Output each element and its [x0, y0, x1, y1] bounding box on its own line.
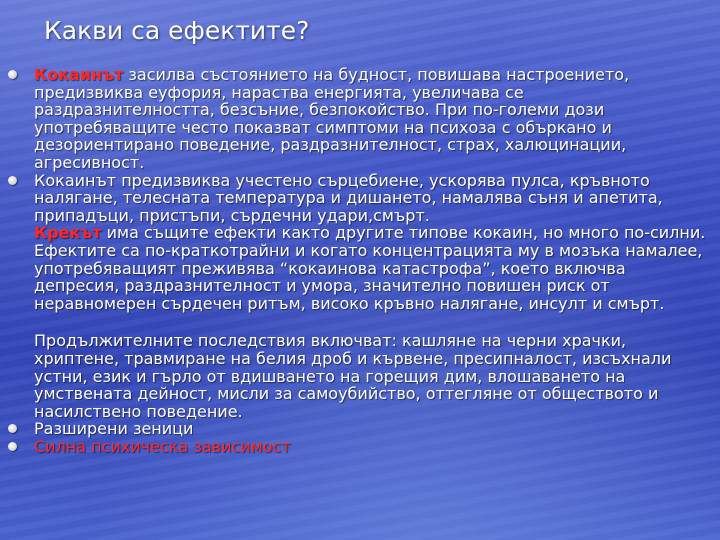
paragraph: [8, 332, 708, 420]
bullet-icon: [8, 70, 17, 79]
list-item: [8, 438, 708, 456]
highlight-term: Кокаинът: [34, 65, 124, 84]
highlight-term: Крекът: [34, 223, 102, 243]
list-item-text: Силна психическа зависимост: [34, 436, 291, 456]
list-item-text: има същите ефекти както другите типове кокаин, но много по-силни. Ефектите са по-краткотрайни и когато концентрацията му в мозъка намалее, употребяващият преживява “кокаинова катастрофа”, което включва депресия, раздразнителност и умора, значително повишен риск от неравномерен сърдечен ритъм, високо кръвно налягане, инсулт и смърт.: [34, 223, 706, 313]
bullet-icon: [8, 176, 17, 185]
bullet-icon: [8, 424, 17, 433]
paragraph-spacer: [8, 312, 708, 332]
list-item-text: засилва състоянието на будност, повишава настроението, предизвиква еуфория, нараства енергията, увеличава се раздразнителността, безсъние, безпокойство. При по-големи дози употребяващите често показват симптоми на психоза с объркано и дезориентирано поведение, раздразнителност, страх, халюцинации, агресивност.: [34, 65, 630, 172]
list-item-text: Кокаинът предизвиква учестено сърцебиене, ускорява пулса, кръвното налягане, телесната температура и дишането, намалява съня и апетита, припадъци, пристъпи, сърдечни удари,смърт.: [34, 170, 663, 225]
list-item: [8, 172, 708, 313]
list-item-text: Разширени зеници: [34, 419, 194, 439]
list-item: [8, 420, 708, 438]
bullet-icon: [8, 442, 17, 451]
slide-title: Какви са ефектите?: [44, 16, 310, 45]
list-item: [8, 66, 708, 172]
paragraph-text: Продължителните последствия включват: кашляне на черни храчки, хриптене, травмиране на белия дроб и кървене, пресипналост, изсъхнали устни, език и гърло от вдишването на горещия дим, влошаването на умствената дейност, мисли за самоубийство, оттегляне от обществото и насилствено поведение.: [34, 331, 672, 421]
slide-content: [8, 66, 708, 455]
